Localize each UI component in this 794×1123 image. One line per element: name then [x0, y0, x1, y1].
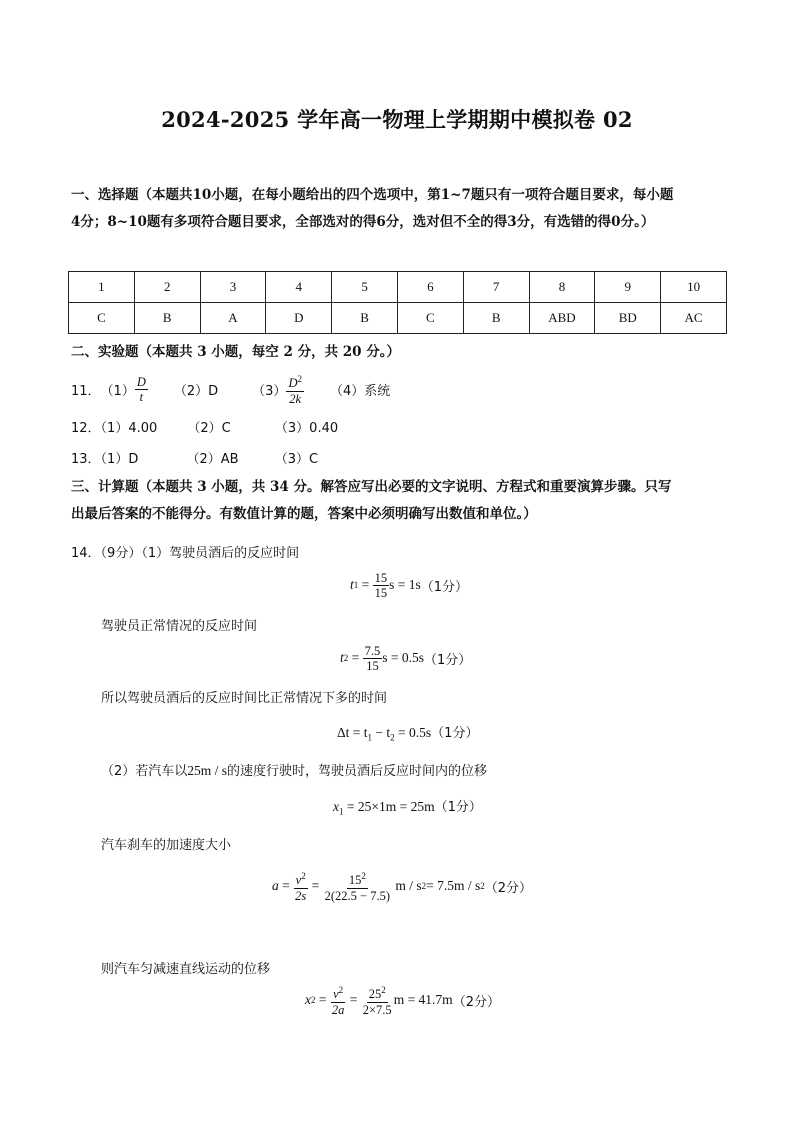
section2-heading: 二、实验题（本题共 3 小题，每空 2 分，共 20 分。） [71, 344, 401, 360]
question-number-cell: 5 [332, 272, 398, 303]
eq1-fraction: $\frac{15}{15}$ [374, 570, 388, 600]
q14-text-6: 则汽车匀减速直线运动的位移 [101, 962, 271, 977]
q14-equation-6: x 2 = $\frac{v^2}{2a}$ = $\frac{25^2}{2\times 7.5}$ m = 41.7m （2分） [305, 985, 500, 1017]
answer-cell: C [397, 303, 463, 334]
q11-part1-numerator: D [136, 374, 146, 389]
section1-line1: 一、选择题（本题共10小题，在每小题给出的四个选项中，第1~7题只有一项符合题目要求，每小题 [71, 187, 674, 203]
q11-answer-line [71, 372, 390, 406]
question-number-cell: 8 [529, 272, 595, 303]
q12-part2: （2）C [187, 421, 231, 436]
section1-instructions [71, 182, 673, 236]
q11-part4: （4）系统 [329, 383, 391, 399]
q12-answer-line [71, 417, 338, 436]
q11-number: 11． [71, 383, 101, 399]
answer-cell: C [69, 303, 135, 334]
q14-equation-2: t 2 = $\frac{7.5}{15}$ s = 0.5s （1分） [340, 643, 472, 673]
eq5-fraction-1: $\frac{v^2}{2s}$ [295, 871, 307, 903]
question-number-cell: 10 [661, 272, 727, 303]
section3-line1: 三、计算题（本题共 3 小题，共 34 分。解答应写出必要的文字说明、方程式和重要演算步骤。只写 [71, 479, 672, 495]
q13-part3: （3）C [274, 452, 319, 467]
q11-part1-label: （1） [100, 383, 135, 399]
q11-part3-label: （3） [252, 383, 287, 399]
q11-part2: （2）D [173, 383, 219, 399]
answer-cell: A [200, 303, 266, 334]
q12-part3: （3）0.40 [274, 421, 339, 436]
question-number-cell: 9 [595, 272, 661, 303]
q13-answer-line [71, 448, 318, 467]
q14-equation-1: t 1 = $\frac{15}{15}$ s = 1s （1分） [350, 570, 469, 600]
q12-number: 12． [71, 421, 101, 436]
q14-text-4: （2）若汽车以25m / s的速度行驶时，驾驶员酒后反应时间内的位移 [101, 763, 488, 779]
q11-part1-denominator: t [139, 389, 144, 404]
question-number-cell: 1 [69, 272, 135, 303]
question-number-cell: 6 [397, 272, 463, 303]
eq6-fraction-2: $\frac{25^2}{2\times 7.5}$ [362, 985, 392, 1017]
eq6-fraction-1: $\frac{v^2}{2a}$ [331, 985, 345, 1017]
answer-cell: AC [661, 303, 727, 334]
q14-text-2: 驾驶员正常情况的反应时间 [101, 619, 258, 634]
q11-part3-numerator: $D^2$ [288, 374, 302, 391]
answer-cell: ABD [529, 303, 595, 334]
question-number-cell: 3 [200, 272, 266, 303]
section3-line2: 出最后答案的不能得分。有数值计算的题，答案中必须明确写出数值和单位。） [71, 506, 537, 522]
answer-table [68, 271, 727, 334]
answer-cell: B [332, 303, 398, 334]
q11-part1-fraction [135, 375, 148, 404]
question-number-cell: 2 [134, 272, 200, 303]
q14-equation-3: $\Delta t = t_1 - t_2 = 0.5s(1$分） [337, 725, 479, 743]
q13-part2: （2）AB [186, 452, 239, 467]
answer-cell: B [134, 303, 200, 334]
q14-text-5: 汽车刹车的加速度大小 [101, 838, 232, 853]
answer-cell: BD [595, 303, 661, 334]
eq5-fraction-2: $\frac{15^2}{2(22.5 - 7.5)}$ [324, 871, 390, 903]
section3-instructions [71, 474, 671, 528]
answer-cell: D [266, 303, 332, 334]
q11-part3-denominator: 2k [289, 391, 302, 406]
answer-table-number-row [69, 272, 727, 303]
question-number-cell: 7 [463, 272, 529, 303]
q13-part1: （1）D [100, 452, 139, 467]
q14-text-3: 所以驾驶员酒后的反应时间比正常情况下多的时间 [101, 691, 388, 706]
question-number-cell: 4 [266, 272, 332, 303]
answer-table-answer-row [69, 303, 727, 334]
q14-equation-4: $x_1 = 25\times 1m = 25m(1$分） [333, 799, 482, 817]
q14-header: 14．（9分）（1）驾驶员酒后的反应时间 [71, 546, 300, 561]
q14-equation-5: a = $\frac{v^2}{2s}$ = $\frac{15^2}{2(22.5 - 7.5)}$ m / s 2 = 7.5m / s 2 （2分） [272, 871, 533, 903]
q11-part3-fraction [286, 372, 304, 405]
q13-number: 13． [71, 452, 101, 467]
answer-cell: B [463, 303, 529, 334]
section1-line2: 4分；8~10题有多项符合题目要求，全部选对的得6分，选对但不全的得3分，有选错的得0分。） [71, 214, 655, 230]
page-title: 2024-2025 学年高一物理上学期期中模拟卷 02 [161, 107, 633, 132]
q12-part1: （1）4.00 [100, 421, 158, 436]
eq2-fraction: $\frac{7.5}{15}$ [364, 643, 381, 673]
